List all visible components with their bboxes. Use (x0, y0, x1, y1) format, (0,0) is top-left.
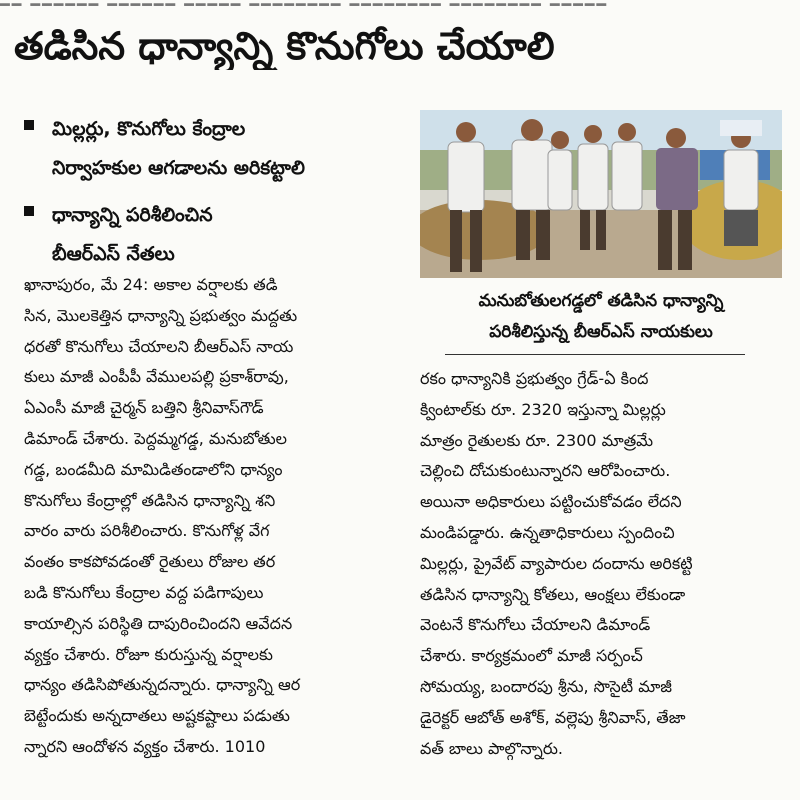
bullet-line: మిల్లర్లు, కొనుగోలు కేంద్రాల (52, 118, 246, 140)
text-line: మిల్లర్లు, ప్రైవేట్ వ్యాపారుల దందాను అరికట్టి (420, 553, 693, 573)
bullet-line: ధాన్యాన్ని పరిశీలించిన (52, 204, 213, 226)
text-line: వంతం కాకపోవడంతో రైతులు రోజుల తర (24, 552, 276, 572)
text-line: తడిసిన ధాన్యాన్ని కోతలు, ఆంక్షలు లేకుండా (420, 584, 686, 604)
text-line: చెల్లించి దోచుకుంటున్నారని ఆరోపించారు. (420, 461, 671, 481)
text-line: బెట్టేందుకు అన్నదాతలు అష్టకష్టాలు పడుతు (24, 706, 290, 726)
text-line: ధాన్యం తడిసిపోతున్నదన్నారు. ధాన్యాన్ని ఆర (24, 675, 301, 695)
text-line: వ్యక్తం చేశారు. రోజూ కురుస్తున్న వర్షాలకు (24, 644, 273, 664)
caption-divider (445, 354, 745, 355)
news-photo (420, 110, 782, 278)
bullet-point (24, 110, 404, 188)
text-line: ఏఎంసీ మాజీ చైర్మన్ బత్తిని శ్రీనివాస్‌గౌడ్ (24, 398, 264, 418)
text-line: డైరెక్టర్ ఆబోత్ అశోక్, వల్లెపు శ్రీనివాస్, తేజా (420, 707, 686, 727)
text-line: న్నారని ఆందోళన వ్యక్తం చేశారు. 1010 (24, 736, 266, 756)
bullet-square-icon (24, 120, 34, 130)
photo-caption (420, 286, 782, 348)
text-line: బడి కొనుగోలు కేంద్రాల వద్ద పడిగాపులు (24, 582, 264, 602)
text-line: అయినా అధికారులు పట్టించుకోవడం లేదని (420, 492, 682, 512)
text-line: గడ్డ, బండమీది మామిడితండాలోని ధాన్యం (24, 459, 283, 479)
headline: తడిసిన ధాన్యాన్ని కొనుగోలు చేయాలి (14, 24, 555, 68)
text-line: కొనుగోలు కేంద్రాల్లో తడిసిన ధాన్యాన్ని శని (24, 490, 276, 510)
text-line: కాయాల్సిన పరిస్థితి దాపురించిందని ఆవేదన (24, 613, 293, 633)
bullet-line: నిర్వాహకుల ఆగడాలను అరికట్టాలి (52, 157, 305, 179)
subheadline-bullets (24, 110, 404, 282)
article-body-left-column (24, 270, 394, 763)
text-line: ధరతో కొనుగోలు చేయాలని బీఆర్ఎస్ నాయ (24, 336, 294, 356)
text-line: మండిపడ్డారు. ఉన్నతాధికారులు స్పందించి (420, 522, 675, 542)
bullet-point (24, 196, 404, 274)
caption-line: మనుబోతులగడ్డలో తడిసిన ధాన్యాన్ని (478, 291, 724, 311)
text-line: వారం వారు పరిశీలించారు. కొనుగోళ్ల వేగ (24, 521, 270, 541)
text-line: చేశారు. కార్యక్రమంలో మాజీ సర్పంచ్ (420, 646, 643, 666)
text-line: మాత్రం రైతులకు రూ. 2300 మాత్రమే (420, 430, 654, 450)
text-line: డిమాండ్ చేశారు. పెద్దమ్మగడ్డ, మనుబోతుల (24, 428, 287, 448)
text-line: వత్ బాలు పాల్గొన్నారు. (420, 738, 563, 758)
bullet-square-icon (24, 206, 34, 216)
article-body-right-column (420, 364, 785, 764)
text-line: కులు మాజీ ఎంపీపీ వేములపల్లి ప్రకాశ్‌రావు, (24, 367, 289, 387)
text-line: సోమయ్య, బందారపు శ్రీను, సొసైటీ మాజీ (420, 676, 672, 696)
text-line: వెంటనే కొనుగోలు చేయాలని డిమాండ్ (420, 615, 651, 635)
text-line: ఖానాపురం, మే 24: అకాల వర్షాలకు తడి (24, 275, 278, 294)
bullet-line: బీఆర్ఎస్ నేతలు (52, 243, 175, 265)
text-line: రకం ధాన్యానికి ప్రభుత్వం గ్రేడ్-ఏ కింద (420, 369, 649, 388)
text-line: క్వింటాల్‌కు రూ. 2320 ఇస్తున్నా మిల్లర్లు (420, 399, 666, 419)
cropped-previous-text: ━━ ━━━━━━ ━━━━━━ ━━━━━ ━━━━━━━━ ━━━━━━━━ ━━━━━━━━ ━━━━━ (0, 0, 608, 14)
text-line: సిన, మొలకెత్తిన ధాన్యాన్ని ప్రభుత్వం మద్దతు (24, 305, 298, 325)
caption-line: పరిశీలిస్తున్న బీఆర్ఎస్ నాయకులు (489, 322, 713, 342)
photo-illustration (420, 110, 782, 278)
